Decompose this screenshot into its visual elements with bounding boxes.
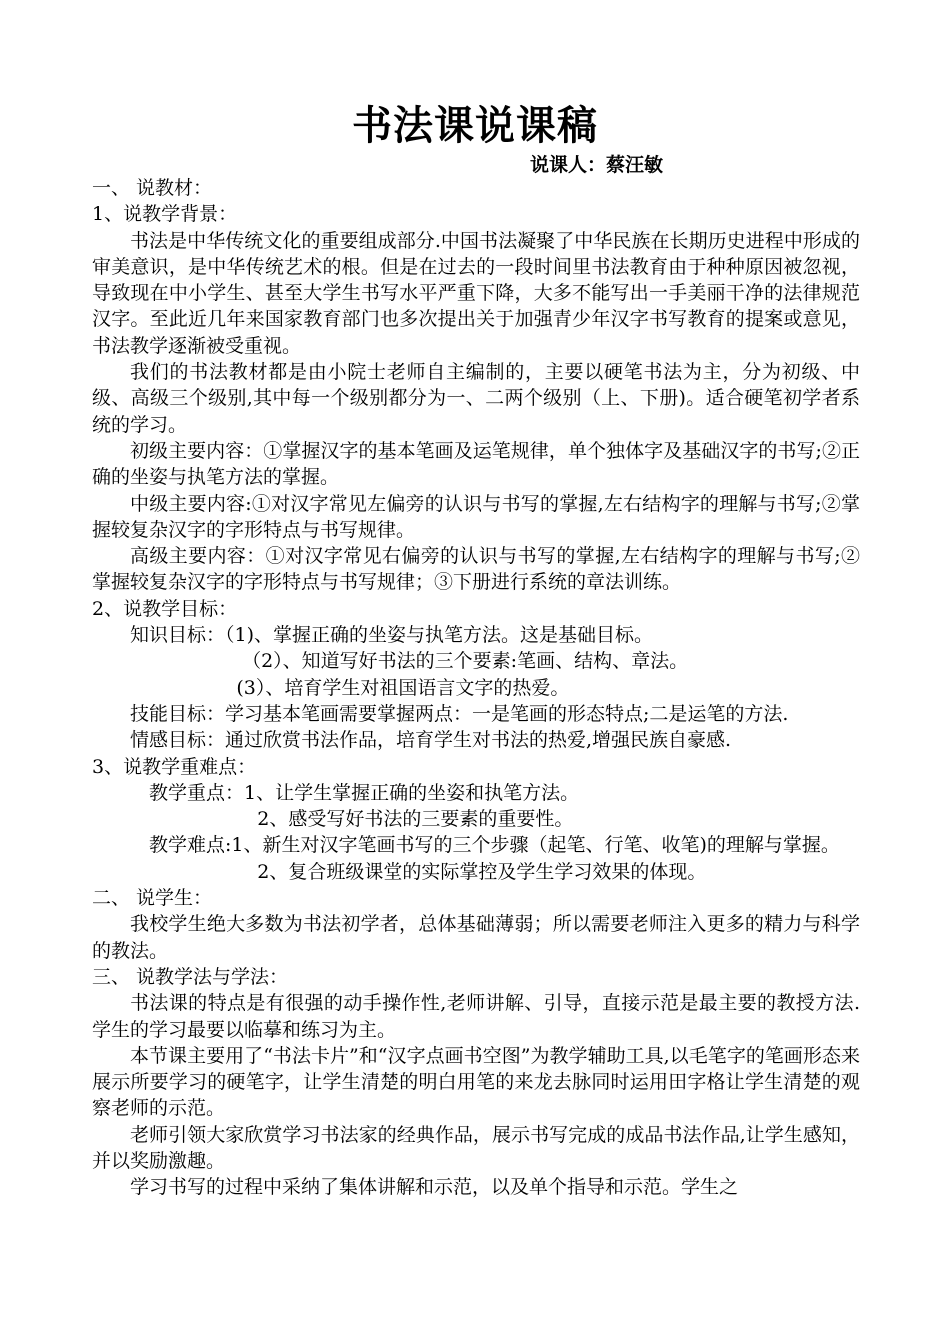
goal-skill — [92, 701, 860, 727]
paragraph-background: 书法是中华传统文化的重要组成部分.中国书法凝聚了中华民族在长期历史进程中形成的审美意识，是中华传统艺术的根。但是在过去的一段时间里书法教育由于种种原因被忽视，导致现在中小学生、甚至大学生书写水平严重下降，大多不能写出一手美丽干净的法律规范汉字。至此近几年来国家教育部门也多次提出关于加强青少年汉字书写教育的提案或意见，书法教学逐渐被受重视。 — [92, 229, 860, 357]
key-point-2: 2、感受写好书法的三要素的重要性。 — [257, 808, 574, 831]
goal-skill-text: 学习基本笔画需要掌握两点：一是笔画的形态特点;二是运笔的方法. — [225, 702, 789, 725]
section-heading-methods: 三、 说教学法与学法： — [92, 965, 289, 988]
difficult-points-1 — [92, 832, 860, 858]
paragraph-textbook: 我们的书法教材都是由小院士老师自主编制的，主要以硬笔书法为主，分为初级、中级、高级三个级别,其中每一个级别都分为一、二两个级别（上、下册)。适合硬笔初学者系统的学习。 — [92, 361, 860, 436]
difficult-point-2: 2、复合班级课堂的实际掌控及学生学习效果的体现。 — [257, 860, 707, 883]
key-point-1: 1、让学生掌握正确的坐姿和执笔方法。 — [244, 781, 580, 804]
paragraph-intermediate-content: 中级主要内容:①对汉字常见左偏旁的认识与书写的掌握,左右结构字的理解与书写;②掌握较复杂汉字的字形特点与书写规律。 — [92, 492, 860, 541]
paragraph-methods-2: 本节课主要用了“书法卡片”和“汉字点画书空图”为教学辅助工具,以毛笔字的笔画形态来展示所要学习的硬笔字，让学生清楚的明白用笔的来龙去脉同时运用田字格让学生清楚的观察老师的示范。 — [92, 1044, 860, 1120]
goal-knowledge-1: 知识目标：（1)、掌握正确的坐姿与执笔方法。这是基础目标。 — [130, 624, 654, 647]
document-body — [92, 175, 860, 1201]
subsection-heading-goals: 2、说教学目标： — [92, 597, 238, 620]
paragraph-methods-3: 老师引领大家欣赏学习书法家的经典作品，展示书写完成的成品书法作品,让学生感知，并以奖励激趣。 — [92, 1123, 860, 1172]
section-heading-teaching-material: 一、 说教材： — [92, 177, 213, 199]
subsection-heading-background: 1、说教学背景： — [92, 203, 238, 226]
paragraph-methods-1: 书法课的特点是有很强的动手操作性,老师讲解、引导，直接示范是最主要的教授方法.学生的学习最要以临摹和练习为主。 — [92, 992, 860, 1041]
difficult-points-label: 教学难点: — [149, 834, 232, 857]
paragraph-methods-4: 学习书写的过程中采纳了集体讲解和示范，以及单个指导和示范。学生之 — [130, 1176, 739, 1199]
goal-skill-label: 技能目标： — [130, 702, 226, 725]
goal-emotion: 情感目标：通过欣赏书法作品，培育学生对书法的热爱,增强民族自豪感. — [130, 729, 732, 752]
paragraph-advanced-content: 高级主要内容：①对汉字常见右偏旁的认识与书写的掌握,左右结构字的理解与书写;②掌握较复杂汉字的字形特点与书写规律；③下册进行系统的章法训练。 — [92, 545, 860, 594]
paragraph-beginner-content: 初级主要内容：①掌握汉字的基本笔画及运笔规律，单个独体字及基础汉字的书写;②正确的坐姿与执笔方法的掌握。 — [92, 439, 860, 489]
paragraph-students: 我校学生绝大多数为书法初学者，总体基础薄弱；所以需要老师注入更多的精力与科学的教法。 — [92, 913, 860, 962]
author-line: 说课人：蔡汪敏 — [530, 154, 664, 176]
document-title: 书法课说课稿 — [352, 103, 598, 149]
difficult-point-1: 1、新生对汉字笔画书写的三个步骤（起笔、行笔、收笔)的理解与掌握。 — [231, 834, 840, 857]
goal-knowledge-2: （2）、知道写好书法的三个要素:笔画、结构、章法。 — [242, 650, 689, 673]
section-heading-students: 二、 说学生： — [92, 887, 213, 910]
key-points-1 — [92, 780, 860, 806]
key-points-label: 教学重点： — [149, 781, 245, 804]
goal-knowledge-3: (3）、培育学生对祖国语言文字的热爱。 — [236, 676, 570, 699]
subsection-heading-key-points: 3、说教学重难点： — [92, 755, 257, 778]
